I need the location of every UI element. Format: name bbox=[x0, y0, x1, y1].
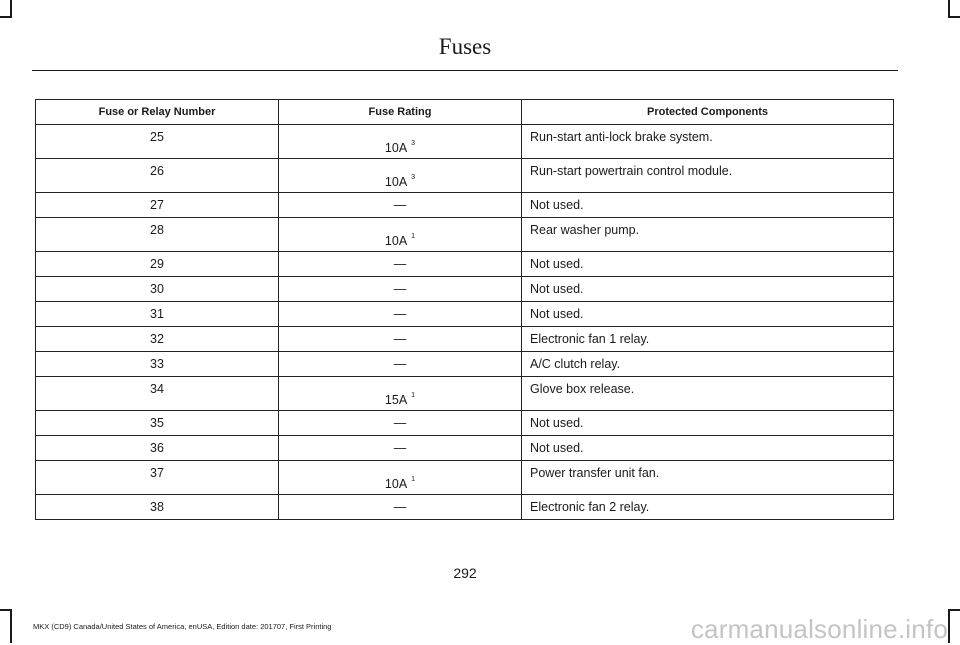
protected-component-cell: Not used. bbox=[522, 252, 894, 277]
fuse-rating-value: — bbox=[393, 282, 407, 296]
fuse-rating-value: — bbox=[393, 416, 407, 430]
fuse-rating bbox=[394, 257, 407, 271]
fuse-rating-cell bbox=[279, 302, 522, 327]
page-number: 292 bbox=[453, 565, 477, 581]
column-header-components: Protected Components bbox=[522, 100, 894, 125]
fuse-rating bbox=[394, 357, 407, 371]
footnote-marker: 3 bbox=[411, 139, 416, 147]
table-row bbox=[36, 495, 894, 520]
footnote-marker: 1 bbox=[411, 232, 416, 240]
footnote-marker: 1 bbox=[411, 391, 416, 399]
fuse-rating-value: 10A bbox=[384, 477, 408, 491]
fuse-rating bbox=[385, 466, 415, 491]
fuse-rating-value: — bbox=[393, 257, 407, 271]
fuse-rating bbox=[385, 164, 415, 189]
table-row bbox=[36, 218, 894, 252]
fuse-rating-value: — bbox=[393, 357, 407, 371]
fuse-rating bbox=[385, 382, 415, 407]
crop-mark bbox=[10, 609, 12, 643]
fuse-number-cell: 26 bbox=[36, 159, 279, 193]
fuse-rating bbox=[394, 332, 407, 346]
table-row bbox=[36, 193, 894, 218]
table-header-row bbox=[36, 100, 894, 125]
fuse-number-cell: 31 bbox=[36, 302, 279, 327]
fuse-rating-cell bbox=[279, 352, 522, 377]
fuse-rating-cell bbox=[279, 277, 522, 302]
fuse-rating-value: 10A bbox=[384, 141, 408, 155]
fuse-rating bbox=[394, 416, 407, 430]
page-title: Fuses bbox=[438, 34, 492, 59]
fuse-rating-cell bbox=[279, 461, 522, 495]
fuse-rating-cell bbox=[279, 436, 522, 461]
protected-component-cell: Run-start anti-lock brake system. bbox=[522, 125, 894, 159]
fuse-rating bbox=[385, 130, 415, 155]
footnote-marker: 1 bbox=[411, 475, 416, 483]
crop-mark bbox=[948, 609, 960, 611]
fuse-number-cell: 36 bbox=[36, 436, 279, 461]
table-row bbox=[36, 461, 894, 495]
fuse-rating bbox=[394, 198, 407, 212]
fuse-number-cell: 34 bbox=[36, 377, 279, 411]
table-row bbox=[36, 411, 894, 436]
fuse-rating-value: — bbox=[393, 332, 407, 346]
fuse-rating-value: — bbox=[393, 500, 407, 514]
fuse-number-cell: 25 bbox=[36, 125, 279, 159]
protected-component-cell: Rear washer pump. bbox=[522, 218, 894, 252]
protected-component-cell: Electronic fan 2 relay. bbox=[522, 495, 894, 520]
fuse-rating-cell bbox=[279, 193, 522, 218]
fuse-rating-value: 15A bbox=[384, 393, 408, 407]
protected-component-cell: Not used. bbox=[522, 277, 894, 302]
fuse-number-cell: 37 bbox=[36, 461, 279, 495]
protected-component-cell: Not used. bbox=[522, 302, 894, 327]
table-row bbox=[36, 302, 894, 327]
fuse-rating bbox=[394, 500, 407, 514]
table-row bbox=[36, 252, 894, 277]
fuse-rating-cell bbox=[279, 495, 522, 520]
fuse-number-cell: 27 bbox=[36, 193, 279, 218]
fuse-rating-cell bbox=[279, 411, 522, 436]
fuse-rating-value: — bbox=[393, 441, 407, 455]
table-row bbox=[36, 377, 894, 411]
fuse-number-cell: 28 bbox=[36, 218, 279, 252]
fuse-rating bbox=[394, 282, 407, 296]
fuse-number-cell: 29 bbox=[36, 252, 279, 277]
crop-mark bbox=[0, 609, 12, 611]
fuse-rating-cell bbox=[279, 252, 522, 277]
fuse-rating-value: 10A bbox=[384, 175, 408, 189]
crop-mark bbox=[948, 16, 960, 18]
fuse-table bbox=[35, 99, 894, 520]
footnote-marker: 3 bbox=[411, 173, 416, 181]
protected-component-cell: Not used. bbox=[522, 411, 894, 436]
fuse-rating-value: — bbox=[393, 198, 407, 212]
column-header-rating: Fuse Rating bbox=[279, 100, 522, 125]
watermark: carmanualsonline.info bbox=[690, 614, 948, 644]
table-body bbox=[36, 125, 894, 520]
column-header-number: Fuse or Relay Number bbox=[36, 100, 279, 125]
protected-component-cell: Power transfer unit fan. bbox=[522, 461, 894, 495]
protected-component-cell: Not used. bbox=[522, 193, 894, 218]
fuse-rating-cell bbox=[279, 377, 522, 411]
fuse-rating-cell bbox=[279, 125, 522, 159]
fuse-number-cell: 32 bbox=[36, 327, 279, 352]
protected-component-cell: A/C clutch relay. bbox=[522, 352, 894, 377]
crop-mark bbox=[0, 16, 12, 18]
table-row bbox=[36, 436, 894, 461]
fuse-rating-cell bbox=[279, 218, 522, 252]
fuse-rating bbox=[394, 307, 407, 321]
table-row bbox=[36, 125, 894, 159]
table-row bbox=[36, 327, 894, 352]
title-divider bbox=[32, 70, 898, 71]
table-row bbox=[36, 352, 894, 377]
fuse-rating-value: 10A bbox=[384, 234, 408, 248]
protected-component-cell: Electronic fan 1 relay. bbox=[522, 327, 894, 352]
fuse-rating bbox=[394, 441, 407, 455]
fuse-number-cell: 30 bbox=[36, 277, 279, 302]
protected-component-cell: Glove box release. bbox=[522, 377, 894, 411]
fuse-number-cell: 33 bbox=[36, 352, 279, 377]
fuse-rating-value: — bbox=[393, 307, 407, 321]
protected-component-cell: Run-start powertrain control module. bbox=[522, 159, 894, 193]
table-row bbox=[36, 277, 894, 302]
fuse-number-cell: 35 bbox=[36, 411, 279, 436]
edition-footer: MKX (CD9) Canada/United States of America, enUSA, Edition date: 201707, First Printing bbox=[33, 622, 332, 631]
fuse-number-cell: 38 bbox=[36, 495, 279, 520]
fuse-rating-cell bbox=[279, 159, 522, 193]
table-row bbox=[36, 159, 894, 193]
crop-mark bbox=[948, 609, 950, 643]
protected-component-cell: Not used. bbox=[522, 436, 894, 461]
fuse-rating bbox=[385, 223, 415, 248]
fuse-rating-cell bbox=[279, 327, 522, 352]
